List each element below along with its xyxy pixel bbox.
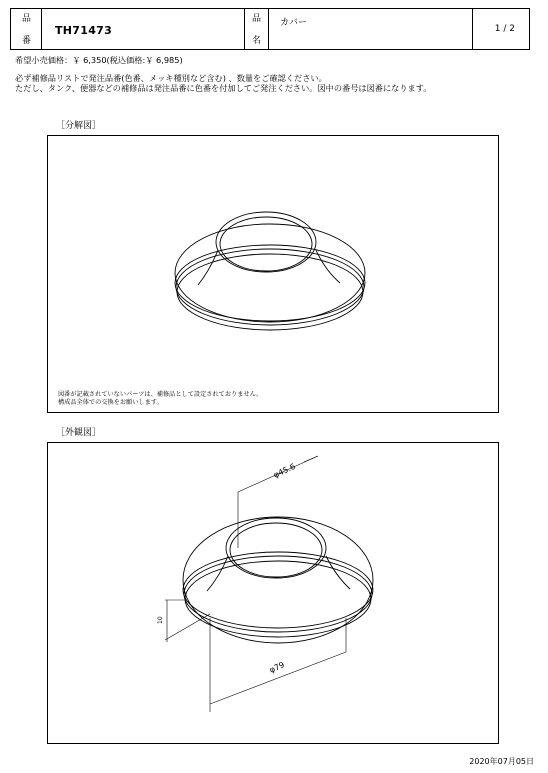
external-view-title: ［外観図］ [56,428,102,438]
part-name-label-1: 品 [252,14,262,24]
exploded-note-1: 図番が記載されていないパーツは、補修品として設定されておりません。 [58,391,263,398]
exploded-note-2: 構成品全体での交換をお願いします。 [58,399,163,406]
dim-height: 10 [157,616,164,624]
part-number: TH71473 [55,24,113,37]
dim-outer-diameter: φ79 [268,660,286,675]
part-name: カバー [280,18,308,28]
instruction-line-2: ただし、タンク、便器などの補修品は発注品番に色番を付加してご発注ください。図中の番号は図番になります。 [15,83,432,93]
cover-external-drawing [165,456,373,712]
page-number: 1 / 2 [494,24,515,34]
cover-exploded-drawing [175,212,365,330]
dim-inner-diameter: φ45.6 [272,461,297,480]
exploded-view-title: ［分解図］ [56,121,102,131]
part-no-label-2: 番 [22,36,32,46]
part-no-label-1: 品 [22,14,32,24]
instruction-line-1: 必ず補修品リストで発注品番(色番、メッキ種別など含む) 、数量をご確認ください。 [15,73,327,83]
part-name-label-2: 名 [252,36,262,46]
issue-date: 2020年07月05日 [469,757,534,766]
price-line: 希望小売価格：￥ 6,350(税込価格:￥ 6,985) [15,55,183,65]
